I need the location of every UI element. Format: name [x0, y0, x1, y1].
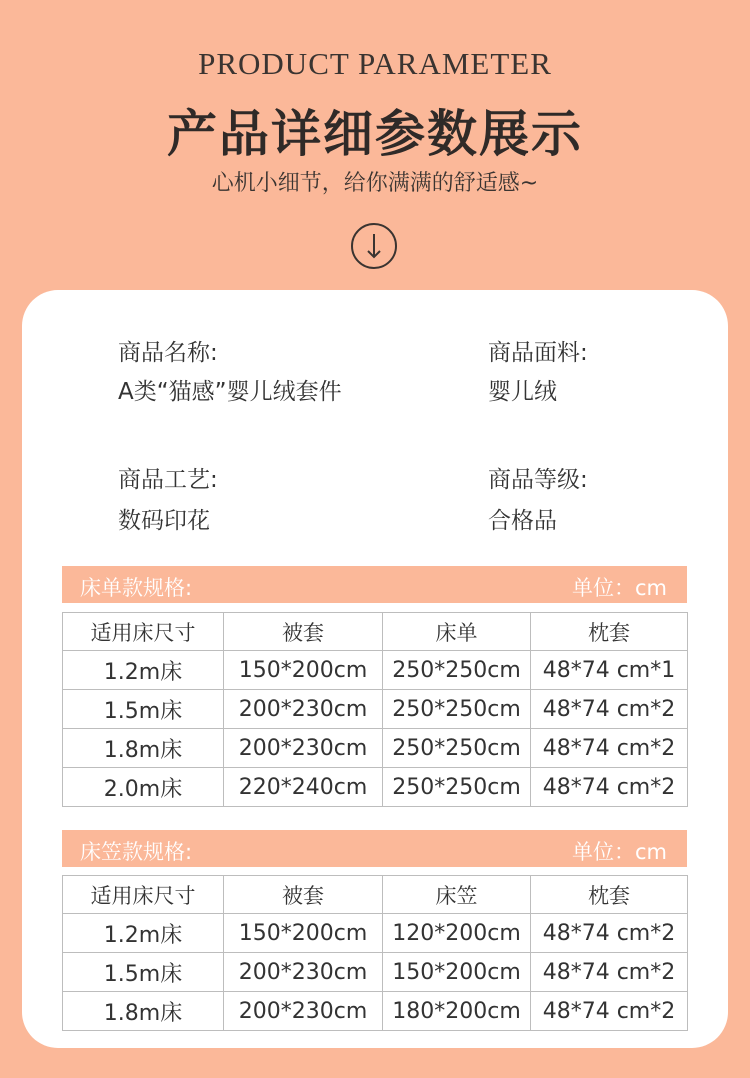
product-name-value: A类“猫感”婴儿绒套件: [118, 379, 342, 405]
cell-bed-size: 1.5m床: [63, 953, 224, 992]
cell-fitted-sheet: 150*200cm: [383, 953, 531, 992]
cell-bed-size: 1.2m床: [63, 914, 224, 953]
cell-bed-size: 2.0m床: [63, 768, 224, 807]
header-pillowcase: 枕套: [531, 613, 688, 651]
cell-pillowcase: 48*74 cm*1: [531, 651, 688, 690]
cell-duvet: 220*240cm: [224, 768, 383, 807]
header-duvet: 被套: [224, 876, 383, 914]
fitted-spec-table: [62, 875, 688, 1031]
fitted-spec-bar: [62, 830, 687, 867]
header-duvet: 被套: [224, 613, 383, 651]
sheet-spec-unit: 单位：cm: [571, 576, 667, 600]
product-fabric-label: 商品面料:: [488, 340, 588, 366]
product-name-label: 商品名称:: [118, 340, 218, 366]
cell-fitted-sheet: 120*200cm: [383, 914, 531, 953]
cell-pillowcase: 48*74 cm*2: [531, 729, 688, 768]
header-bed-size: 适用床尺寸: [63, 876, 224, 914]
header-fitted-sheet: 床笠: [383, 876, 531, 914]
product-grade-value: 合格品: [488, 508, 557, 534]
cell-bed-size: 1.2m床: [63, 651, 224, 690]
fitted-spec-unit: 单位：cm: [571, 840, 667, 864]
cell-duvet: 200*230cm: [224, 992, 383, 1031]
cell-sheet: 250*250cm: [383, 729, 531, 768]
product-grade-label: 商品等级:: [488, 467, 588, 493]
arrow-down-icon: [351, 223, 397, 269]
header-title-cn: 产品详细参数展示: [167, 105, 583, 163]
product-fabric-value: 婴儿绒: [488, 379, 557, 405]
cell-bed-size: 1.5m床: [63, 690, 224, 729]
cell-duvet: 150*200cm: [224, 651, 383, 690]
header-title-en: PRODUCT PARAMETER: [198, 46, 552, 81]
table-row: [63, 768, 688, 807]
table-header-row: [63, 613, 688, 651]
fitted-spec-title: 床笠款规格:: [80, 840, 193, 864]
cell-sheet: 250*250cm: [383, 768, 531, 807]
header-sheet: 床单: [383, 613, 531, 651]
cell-bed-size: 1.8m床: [63, 729, 224, 768]
header-pillowcase: 枕套: [531, 876, 688, 914]
sheet-spec-table: [62, 612, 688, 807]
cell-bed-size: 1.8m床: [63, 992, 224, 1031]
cell-sheet: 250*250cm: [383, 651, 531, 690]
table-header-row: [63, 876, 688, 914]
cell-pillowcase: 48*74 cm*2: [531, 953, 688, 992]
cell-pillowcase: 48*74 cm*2: [531, 690, 688, 729]
header-subtitle: 心机小细节，给你满满的舒适感~: [211, 171, 539, 196]
cell-duvet: 200*230cm: [224, 953, 383, 992]
table-row: [63, 651, 688, 690]
product-craft-value: 数码印花: [118, 508, 210, 534]
table-row: [63, 914, 688, 953]
cell-duvet: 200*230cm: [224, 690, 383, 729]
header-bed-size: 适用床尺寸: [63, 613, 224, 651]
product-craft-label: 商品工艺:: [118, 467, 218, 493]
table-row: [63, 953, 688, 992]
cell-duvet: 150*200cm: [224, 914, 383, 953]
sheet-spec-bar: [62, 566, 687, 603]
cell-fitted-sheet: 180*200cm: [383, 992, 531, 1031]
cell-pillowcase: 48*74 cm*2: [531, 768, 688, 807]
cell-pillowcase: 48*74 cm*2: [531, 992, 688, 1031]
table-row: [63, 690, 688, 729]
cell-sheet: 250*250cm: [383, 690, 531, 729]
sheet-spec-title: 床单款规格:: [80, 576, 193, 600]
cell-pillowcase: 48*74 cm*2: [531, 914, 688, 953]
cell-duvet: 200*230cm: [224, 729, 383, 768]
table-row: [63, 992, 688, 1031]
table-row: [63, 729, 688, 768]
